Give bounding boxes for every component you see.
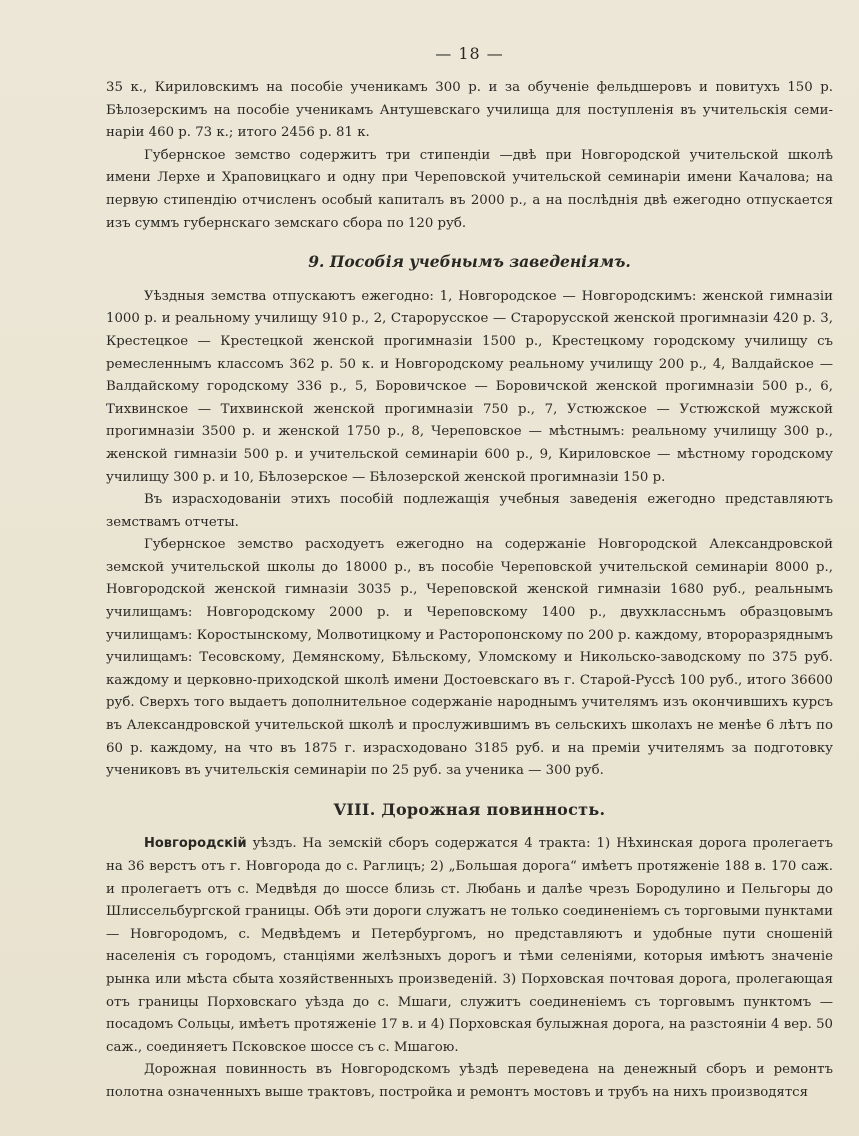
paragraph-gubernia-expenses: Губернское земство расходуетъ ежегодно на содержаніе Новгородской Александровской земской учительской школы до 18000 р., въ пособіе Череповской учительской семинаріи 8000 р., Новгородской женской гимназіи 3035 р., Череповской женской гимназіи 1680 руб., реальнымъ училищамъ: Новгородскому 2000 р. и Череповскому 1400 р., двухклассньмъ образцовымъ училищамъ: Коростынскому, Молвотицкому и Расторопонскому по 200 р. каждому, второразряднымъ училищамъ: Тесовскому, Демянскому, Бѣльскому, Уломскому и Никольско-заводскому по 375 руб. каждому и церковно-приходской школѣ имени Достоевскаго въ г. Старой-Руссѣ 100 руб., итого 36600 руб. Сверхъ того выдаетъ дополнительное содержаніе народнымъ учителямъ изъ окончившихъ курсъ въ Александровской учительской школѣ и прослужившимъ въ сельскихъ школахъ не менѣе 6 лѣтъ по 60 р. каждому, на что въ 1875 г. израсходовано 3185 руб. и на преміи учителямъ за подготовку учениковъ въ учительскія семинаріи по 25 руб. за ученика — 300 руб. (106, 537, 833, 779)
top-paragraph (106, 77, 833, 145)
paragraph-reports: Въ израсходованіи этихъ пособій подлежащія учебныя заведенія ежегодно представляютъ земствамъ отчеты. (106, 492, 833, 530)
paragraph-uezd-zemstva: Уѣздныя земства отпускаютъ ежегодно: 1, Новгородское — Новгородскимъ: женской гимназіи 1000 р. и реальному училищу 910 р., 2, Старорусское — Старорусской женской прогимназіи 420 р. 3, Крестецкое — Крестецкой женской прогимназіи 1500 р., Крестецкому городскому училищу съ ремесленнымъ классомъ 362 р. 50 к. и Новгородскому реальному училищу 200 р., 4, Валдайское — Валдайскому городскому 336 р., 5, Боровичское — Боровичской женской прогимназіи 500 р., 6, Тихвинское — Тихвинской женской прогимназіи 750 р., 7, Устюжское — Устюжской мужской прогимназіи 3500 р. и женской 1750 р., 8, Череповское — мѣстнымъ: реальному училищу 300 р., женской гимназіи 500 р. и учительской семинаріи 600 р., 9, Кириловское — мѣстному городскому училищу 300 р. и 10, Бѣлозерское — Бѣлозерской женской прогимназіи 150 р. (106, 288, 833, 485)
paragraph-roads (106, 833, 833, 1059)
roads-lead-word: Новгородскій (144, 836, 247, 852)
top-line-2: Бѣлозерскимъ на пособіе ученикамъ Антушевскаго училища для поступленія въ учительскія семи- (106, 102, 833, 118)
section-heading: VIII. Дорожная повинность. (333, 799, 606, 819)
paragraph-stipends: Губернское земство содержитъ три стипендіи —двѣ при Новгородской учительской школѣ имени Лерхе и Храповицкаго и одну при Череповской учительской семинаріи имени Качалова; на первую стипендію отчисленъ особый капиталъ въ 2000 р., а на послѣднія двѣ ежегодно отпускается изъ суммъ губернскаго земскаго сбора по 120 руб. (106, 147, 833, 231)
top-line-3: наріи 460 р. 73 к.; итого 2456 р. 81 к. (106, 125, 370, 141)
top-line-1: 35 к., Кириловскимъ на пособіе ученикамъ 300 р. и за обученіе фельдшеровъ и повитухъ 150 р. (106, 80, 833, 95)
paragraph-road-duty: Дорожная повинность въ Новгородскомъ уѣздѣ переведена на денежный сборъ и ремонтъ полотна означенныхъ выше трактовъ, постройка и ремонтъ мостовъ и трубъ на нихъ производятся (106, 1062, 833, 1100)
page-number: — 18 — (435, 44, 504, 63)
roads-text: уѣздъ. На земскій сборъ содержатся 4 тракта: 1) Нѣхинская дорога пролегаетъ на 36 верстъ отъ г. Новгорода до с. Раглицъ; 2) „Большая дорога“ имѣетъ протяженіе 188 в. 170 саж. и пролегаетъ отъ с. Медвѣдя до шоссе близь ст. Любань и далѣе чрезъ Бородулино и Пельгоры до Шлиссельбургской границы. Обѣ эти дороги служатъ не только соединеніемъ съ торговыми пунктами — Новгородомъ, с. Медвѣдемъ и Петербургомъ, но представляютъ и удобные пути сношеній населенія съ городомъ, станціями желѣзныхъ дорогъ и тѣми селеніями, которыя имѣютъ значеніе рынка или мѣста сбыта хозяйственныхъ произведеній. 3) Порховская почтовая дорога, пролегающая отъ границы Порховскаго уѣзда до с. Мшаги, служитъ соединеніемъ съ торговымъ пунктомъ — посадомъ Сольцы, имѣетъ протяженіе 17 в. и 4) Порховская булыжная дорога, на разстояніи 4 вер. 50 саж., соединяетъ Псковское шоссе съ с. Мшагою. (106, 836, 833, 1055)
subsection-heading: 9. Пособія учебнымъ заведеніямъ. (308, 252, 631, 272)
document-body (106, 77, 833, 1105)
